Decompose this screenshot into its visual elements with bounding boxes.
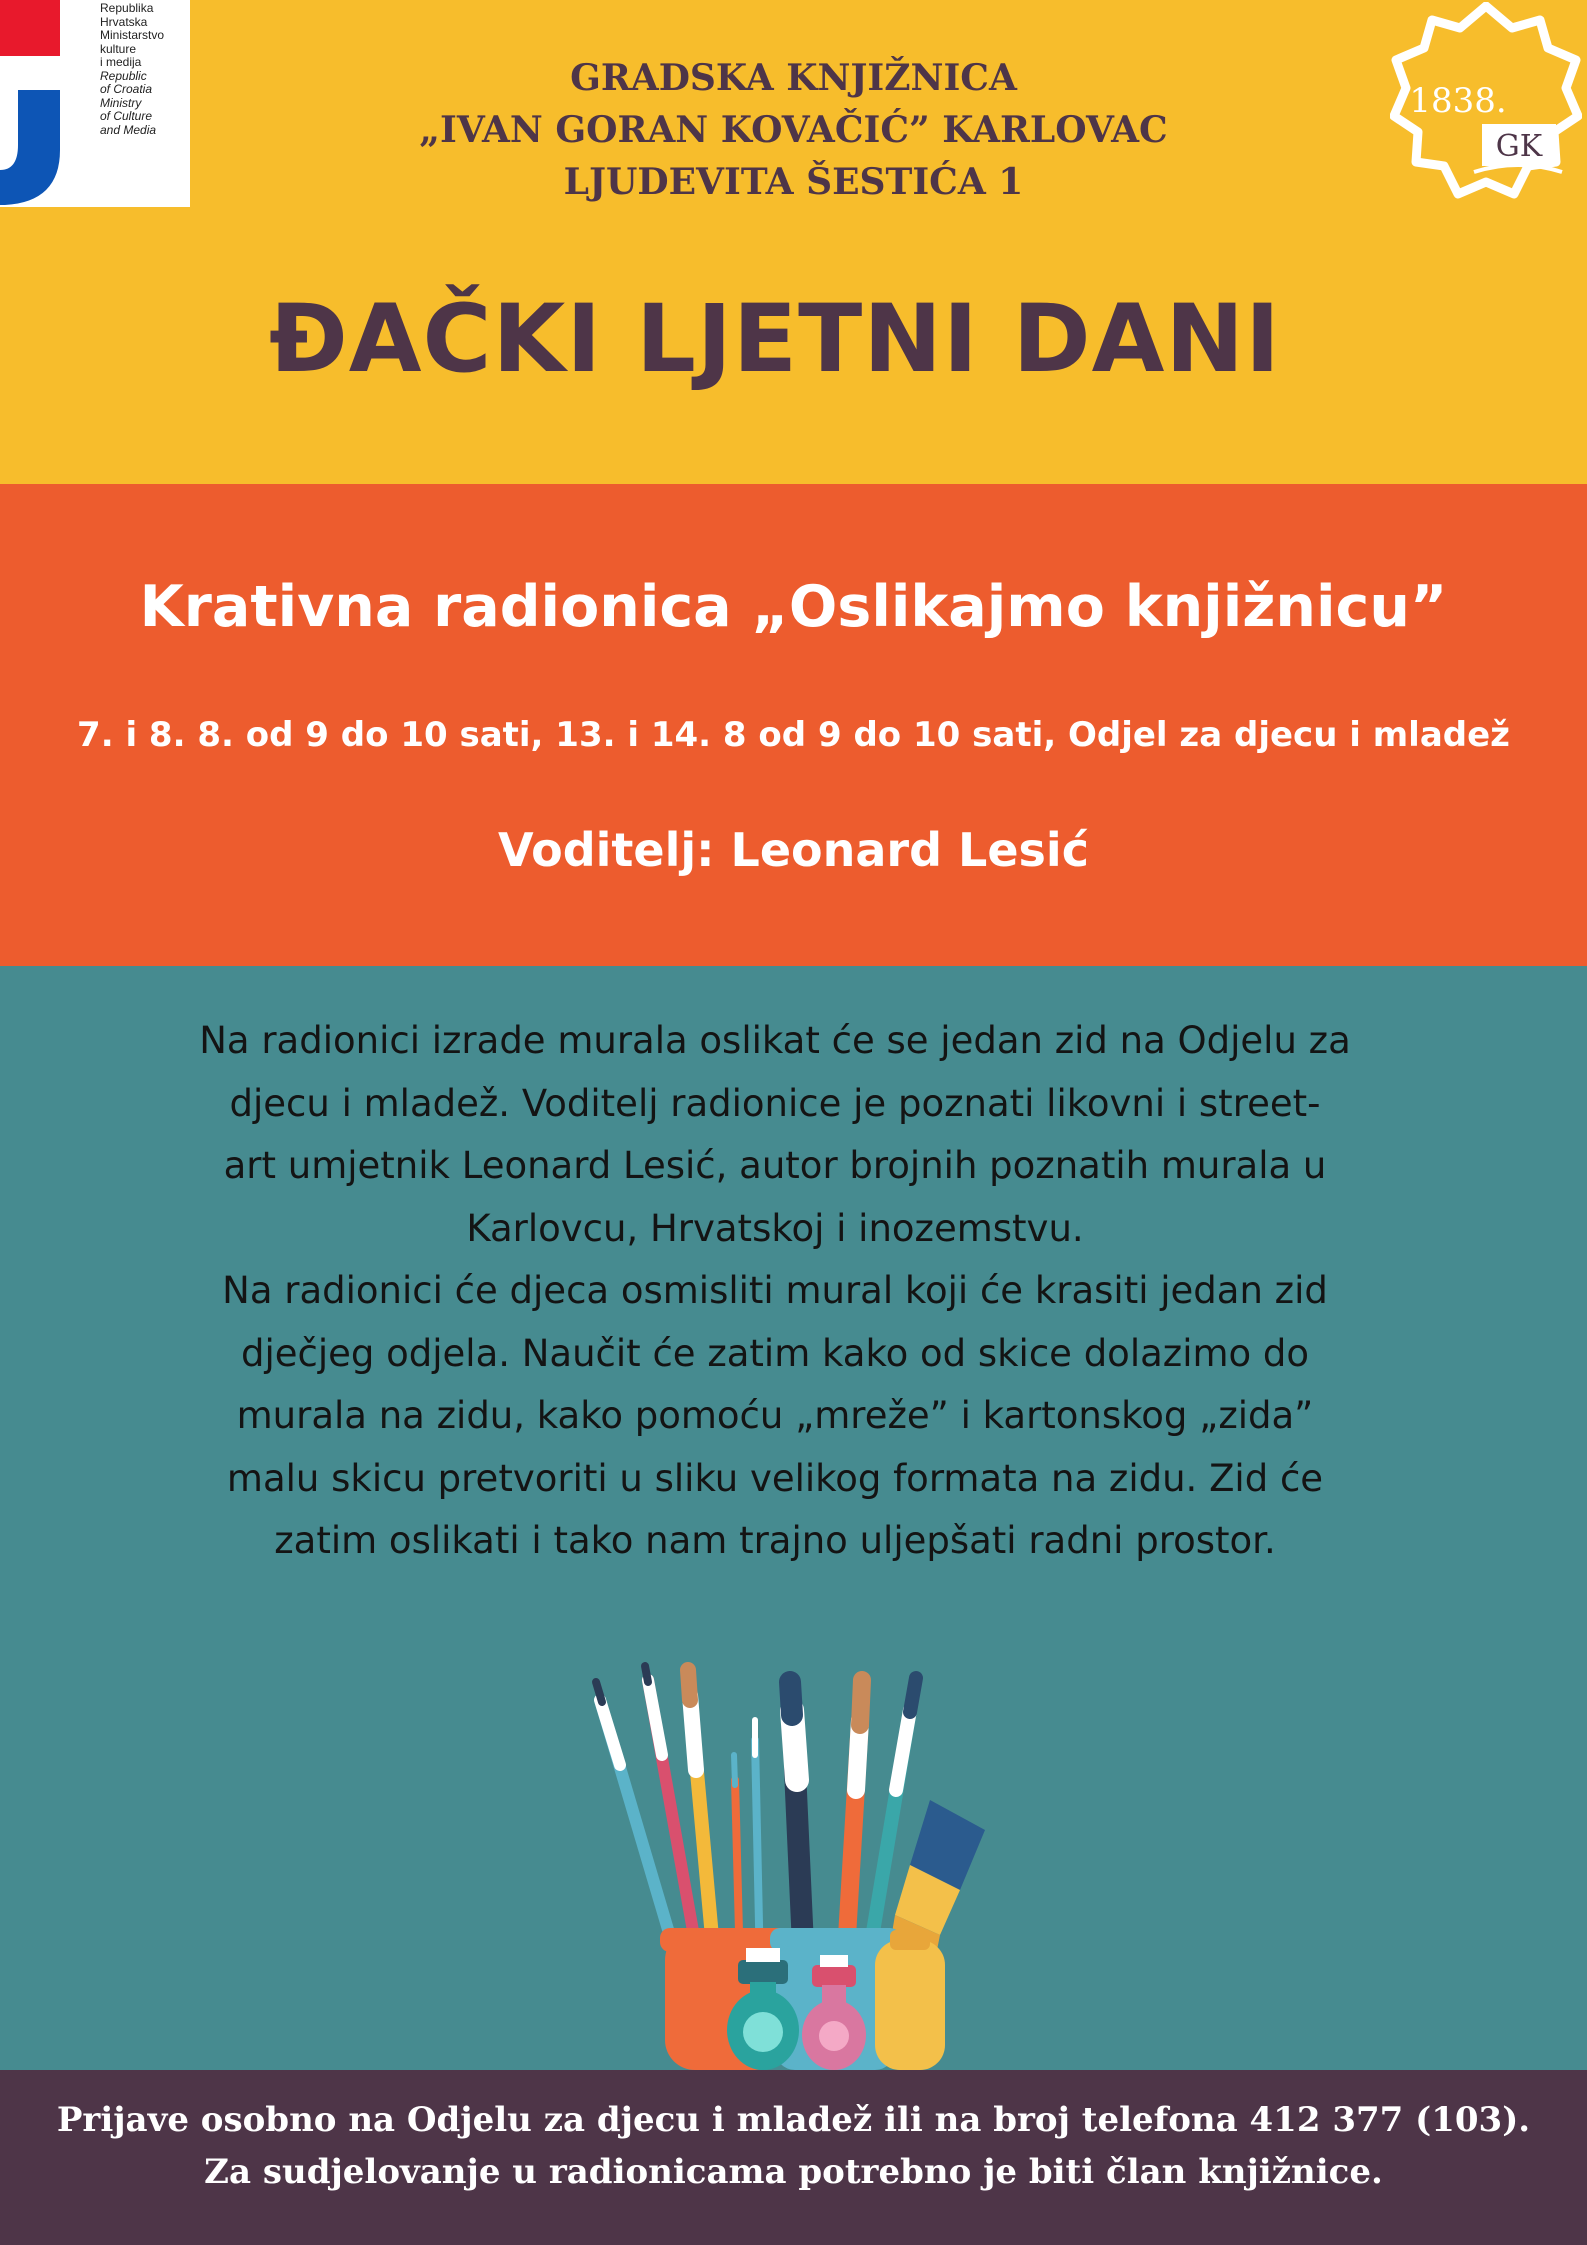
- workshop-name: Krativna radionica „Oslikajmo knjižnicu”: [139, 574, 1448, 640]
- ministry-line: Republika: [100, 1, 154, 15]
- library-address: LJUDEVITA ŠESTIĆA 1: [563, 161, 1024, 203]
- footer-registration: Prijave osobno na Odjelu za djecu i mladež ili na broj telefona 412 377 (103).: [56, 2100, 1531, 2140]
- ministry-line: Ministarstvo: [100, 28, 165, 42]
- footer-membership: Za sudjelovanje u radionicama potrebno je biti član knjižnice.: [204, 2152, 1383, 2192]
- ministry-logo-icon: [0, 0, 60, 56]
- ministry-line: kulture: [100, 41, 137, 56]
- library-name-line1: GRADSKA KNJIŽNICA: [570, 57, 1017, 99]
- library-name-line2: „IVAN GORAN KOVAČIĆ” KARLOVAC: [419, 109, 1168, 151]
- ministry-line: Hrvatska: [100, 14, 148, 29]
- ministry-line-en: and Media: [100, 122, 157, 137]
- ministry-line-en: Ministry: [100, 95, 142, 110]
- workshop-dates: 7. i 8. 8. od 9 do 10 sati, 13. i 14. 8 od 9 do 10 sati, Odjel za djecu i mladež: [77, 715, 1510, 755]
- paintbrushes-jar-icon: [590, 1660, 1010, 2070]
- workshop-description: Na radionici izrade murala oslikat će se jedan zid na Odjelu za djecu i mladež. Voditelj radionice je poznati likovni i street- art umjetnik Leonard Lesić, autor brojnih poznatih murala u Karlovcu, Hrvatskoj i inozemstvu. Na radionici će djeca osmisliti mural koji će krasiti jedan zid dječjeg odjela. Naučit će zatim kako od skice dolazimo do murala na zidu, kako pomoću „mreže” i kartonskog „zida” malu skicu pretvoriti u sliku velikog formata na zidu. Zid će zatim oslikati i tako nam trajno uljepšati radni prostor.: [199, 1019, 1351, 1562]
- ministry-line-en: of Culture: [100, 109, 153, 123]
- workshop-leader: Voditelj: Leonard Lesić: [498, 823, 1089, 877]
- ministry-line-en: Republic: [100, 68, 147, 83]
- emblem-year: 1838.: [1409, 81, 1507, 121]
- ministry-line-en: of Croatia: [100, 82, 153, 96]
- emblem-initials: GK: [1495, 129, 1543, 164]
- ministry-line: i medija: [100, 55, 142, 69]
- page-title: ĐAČKI LJETNI DANI: [268, 285, 1282, 394]
